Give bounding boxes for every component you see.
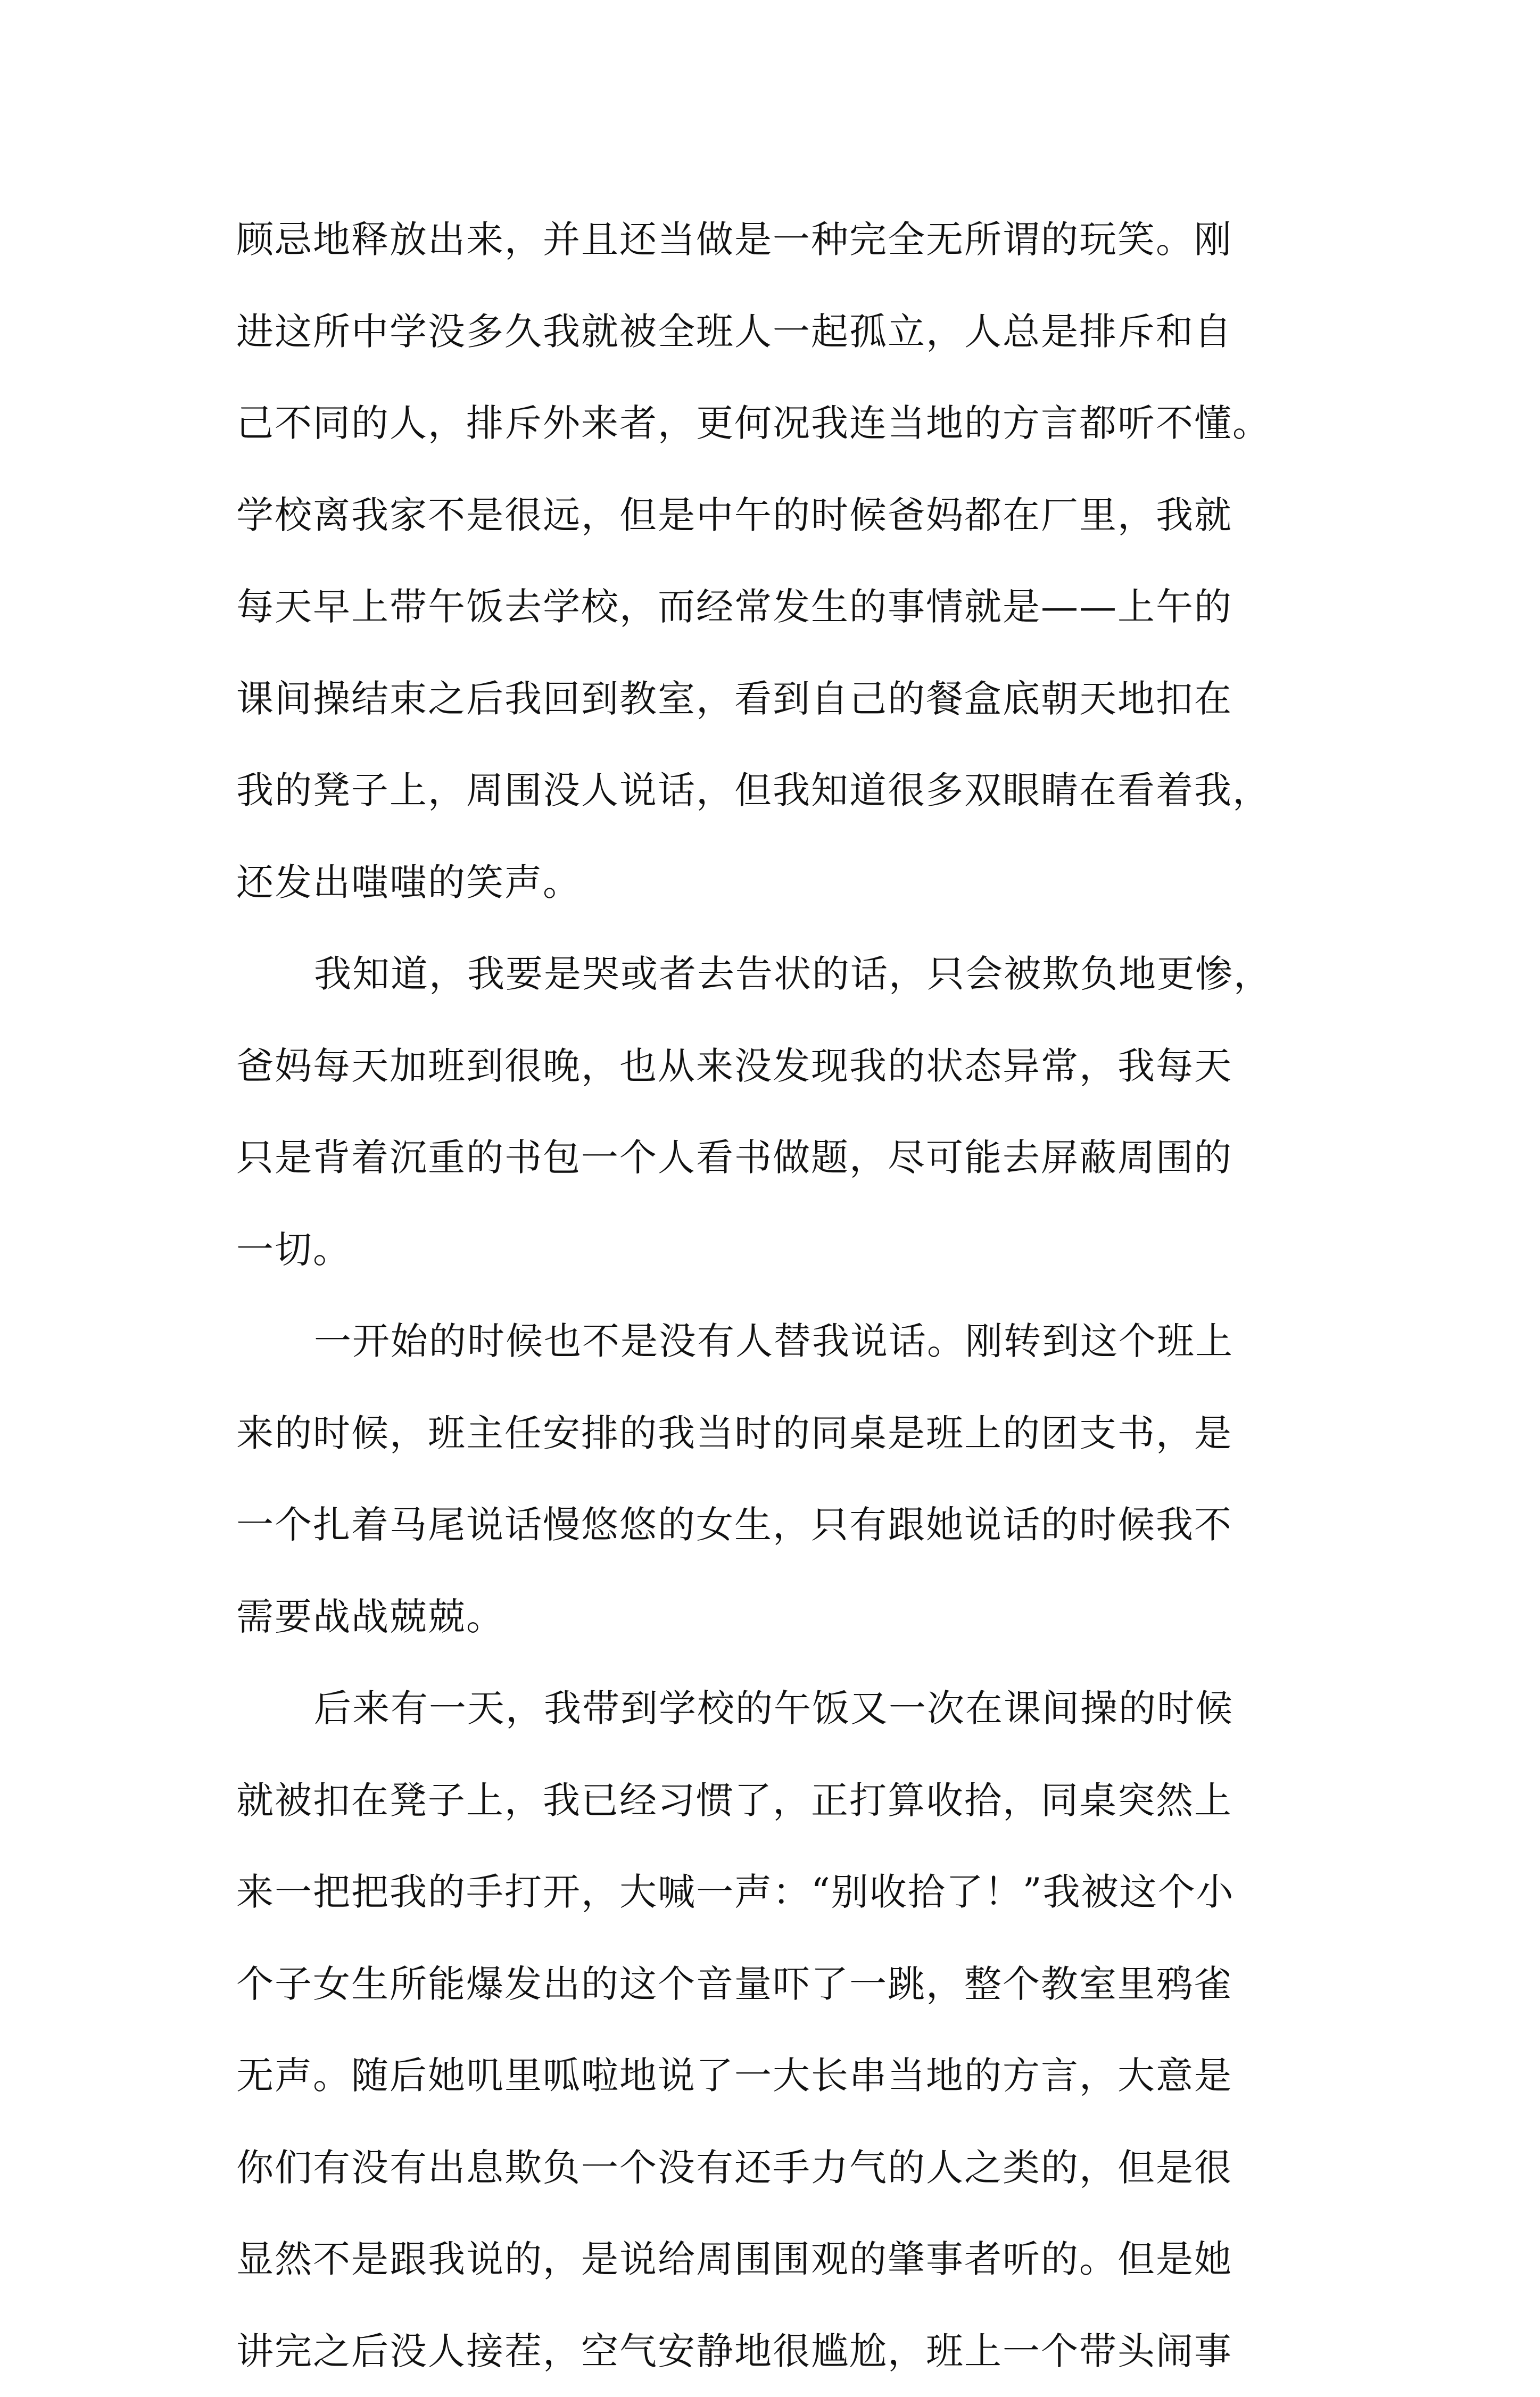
text-line: 个子女生所能爆发出的这个音量吓了一跳，整个教室里鸦雀 <box>236 1938 1317 2030</box>
text-line: 显然不是跟我说的，是说给周围围观的肇事者听的。但是她 <box>236 2213 1317 2305</box>
text-line: 还发出嗤嗤的笑声。 <box>236 837 1317 929</box>
text-line: 只是背着沉重的书包一个人看书做题，尽可能去屏蔽周围的 <box>236 1112 1317 1204</box>
text-line: 进这所中学没多久我就被全班人一起孤立，人总是排斥和自 <box>236 286 1317 378</box>
text-line: 顾忌地释放出来，并且还当做是一种完全无所谓的玩笑。刚 <box>236 194 1317 286</box>
text-line: 来一把把我的手打开，大喊一声：“别收拾了！”我被这个小 <box>236 1846 1317 1938</box>
paragraph-first-line: 我知道，我要是哭或者去告状的话，只会被欺负地更惨， <box>236 928 1317 1020</box>
text-line: 就被扣在凳子上，我已经习惯了，正打算收拾，同桌突然上 <box>236 1755 1317 1847</box>
text-line: 讲完之后没人接茬，空气安静地很尴尬，班上一个带头闹事 <box>236 2305 1317 2397</box>
text-line: 你们有没有出息欺负一个没有还手力气的人之类的，但是很 <box>236 2122 1317 2214</box>
paragraph-first-line: 后来有一天，我带到学校的午饭又一次在课间操的时候 <box>236 1663 1317 1755</box>
text-line: 每天早上带午饭去学校，而经常发生的事情就是——上午的 <box>236 561 1317 653</box>
text-line: 需要战战兢兢。 <box>236 1571 1317 1663</box>
text-line: 来的时候，班主任安排的我当时的同桌是班上的团支书，是 <box>236 1387 1317 1479</box>
text-line: 己不同的人，排斥外来者，更何况我连当地的方言都听不懂。 <box>236 377 1317 469</box>
text-line: 我的凳子上，周围没人说话，但我知道很多双眼睛在看着我， <box>236 745 1317 837</box>
text-line: 一个扎着马尾说话慢悠悠的女生，只有跟她说话的时候我不 <box>236 1479 1317 1571</box>
text-line: 爸妈每天加班到很晚，也从来没发现我的状态异常，我每天 <box>236 1020 1317 1112</box>
body-text <box>236 194 1317 2397</box>
paragraph-first-line: 一开始的时候也不是没有人替我说话。刚转到这个班上 <box>236 1295 1317 1387</box>
text-line: 课间操结束之后我回到教室，看到自己的餐盒底朝天地扣在 <box>236 653 1317 745</box>
text-line: 无声。随后她叽里呱啦地说了一大长串当地的方言，大意是 <box>236 2030 1317 2122</box>
text-line: 一切。 <box>236 1204 1317 1296</box>
text-line: 学校离我家不是很远，但是中午的时候爸妈都在厂里，我就 <box>236 469 1317 561</box>
